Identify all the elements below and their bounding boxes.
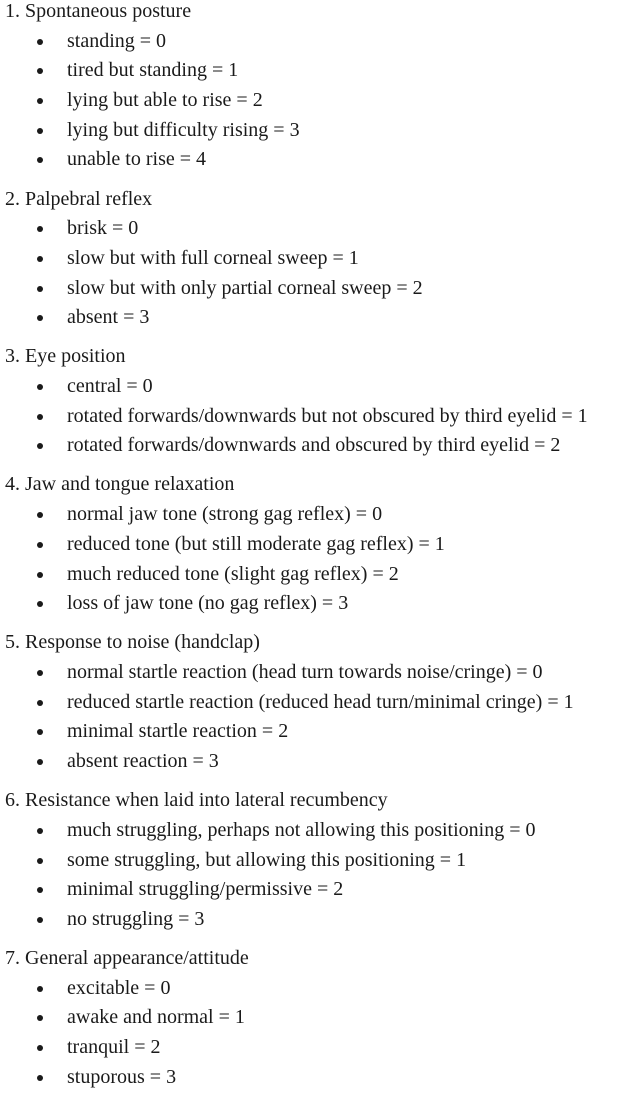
bullet-icon xyxy=(37,256,43,262)
list-item xyxy=(5,846,624,876)
score-list xyxy=(5,500,624,619)
item-text: much struggling, perhaps not allowing this positioning = 0 xyxy=(67,818,536,841)
item-text: brisk = 0 xyxy=(67,217,139,240)
score-list xyxy=(5,372,624,461)
score-section xyxy=(5,342,624,461)
list-item xyxy=(5,747,624,777)
bullet-icon xyxy=(37,157,43,163)
score-section xyxy=(5,944,624,1092)
item-text: absent = 3 xyxy=(67,306,150,329)
bullet-icon xyxy=(37,917,43,923)
bullet-icon xyxy=(37,128,43,134)
section-heading: 7. General appearance/attitude xyxy=(5,946,249,969)
bullet-icon xyxy=(37,670,43,676)
section-heading: 4. Jaw and tongue relaxation xyxy=(5,473,235,496)
bullet-icon xyxy=(37,1015,43,1021)
item-text: normal startle reaction (head turn towards noise/cringe) = 0 xyxy=(67,661,543,683)
item-text: slow but with only partial corneal sweep = 2 xyxy=(67,276,423,299)
bullet-icon xyxy=(37,286,43,292)
bullet-icon xyxy=(37,542,43,548)
list-item xyxy=(5,560,624,590)
section-heading: 1. Spontaneous posture xyxy=(5,0,192,22)
score-list xyxy=(5,974,624,1093)
list-item xyxy=(5,402,624,432)
list-item xyxy=(5,214,624,244)
item-text: minimal struggling/permissive = 2 xyxy=(67,878,344,901)
bullet-icon xyxy=(37,384,43,390)
item-text: normal jaw tone (strong gag reflex) = 0 xyxy=(67,503,383,526)
score-list xyxy=(5,816,624,935)
item-text: much reduced tone (slight gag reflex) = 2 xyxy=(67,562,399,585)
bullet-icon xyxy=(37,226,43,232)
bullet-icon xyxy=(37,39,43,45)
bullet-icon xyxy=(37,828,43,834)
list-item xyxy=(5,86,624,116)
score-section xyxy=(5,628,624,776)
list-item xyxy=(5,56,624,86)
list-item xyxy=(5,875,624,905)
item-text: excitable = 0 xyxy=(67,976,171,999)
bullet-icon xyxy=(37,759,43,765)
bullet-icon xyxy=(37,512,43,518)
score-section xyxy=(5,185,624,333)
list-item xyxy=(5,116,624,146)
score-section xyxy=(5,470,624,618)
bullet-icon xyxy=(37,858,43,864)
list-item xyxy=(5,530,624,560)
score-list xyxy=(5,214,624,333)
item-text: rotated forwards/downwards and obscured by third eyelid = 2 xyxy=(67,434,561,457)
list-item xyxy=(5,589,624,619)
section-heading: 5. Response to noise (handclap) xyxy=(5,631,260,654)
section-heading: 6. Resistance when laid into lateral recumbency xyxy=(5,789,388,812)
list-item xyxy=(5,274,624,304)
item-text: unable to rise = 4 xyxy=(67,148,207,171)
section-heading: 2. Palpebral reflex xyxy=(5,187,153,210)
list-item xyxy=(5,244,624,274)
list-item xyxy=(5,372,624,402)
item-text: stuporous = 3 xyxy=(67,1065,177,1088)
item-text: tired but standing = 1 xyxy=(67,59,239,82)
score-list xyxy=(5,658,624,777)
score-section xyxy=(5,786,624,934)
item-text: lying but difficulty rising = 3 xyxy=(67,118,300,141)
bullet-icon xyxy=(37,887,43,893)
item-text: lying but able to rise = 2 xyxy=(67,89,263,112)
item-text: awake and normal = 1 xyxy=(67,1006,245,1029)
bullet-icon xyxy=(37,315,43,321)
list-item xyxy=(5,658,624,688)
item-text: rotated forwards/downwards but not obscured by third eyelid = 1 xyxy=(67,404,588,427)
list-item xyxy=(5,1003,624,1033)
bullet-icon xyxy=(37,700,43,706)
item-text: loss of jaw tone (no gag reflex) = 3 xyxy=(67,592,349,615)
bullet-icon xyxy=(37,1075,43,1081)
item-text: slow but with full corneal sweep = 1 xyxy=(67,246,359,269)
score-section xyxy=(5,0,624,175)
list-item xyxy=(5,905,624,935)
item-text: absent reaction = 3 xyxy=(67,750,219,773)
item-text: some struggling, but allowing this positioning = 1 xyxy=(67,848,467,871)
list-item xyxy=(5,303,624,333)
item-text: central = 0 xyxy=(67,375,153,398)
bullet-icon xyxy=(37,986,43,992)
item-text: minimal startle reaction = 2 xyxy=(67,720,289,743)
item-text: standing = 0 xyxy=(67,29,167,52)
list-item xyxy=(5,431,624,461)
list-item xyxy=(5,688,624,718)
item-text: reduced tone (but still moderate gag reflex) = 1 xyxy=(67,532,445,555)
list-item xyxy=(5,27,624,57)
bullet-icon xyxy=(37,729,43,735)
list-item xyxy=(5,145,624,175)
item-text: tranquil = 2 xyxy=(67,1036,161,1059)
list-item xyxy=(5,717,624,747)
bullet-icon xyxy=(37,601,43,607)
list-item xyxy=(5,974,624,1004)
bullet-icon xyxy=(37,443,43,449)
item-text: no struggling = 3 xyxy=(67,907,205,930)
list-item xyxy=(5,1063,624,1093)
bullet-icon xyxy=(37,414,43,420)
score-list xyxy=(5,27,624,175)
bullet-icon xyxy=(37,572,43,578)
list-item xyxy=(5,500,624,530)
bullet-icon xyxy=(37,98,43,104)
section-heading: 3. Eye position xyxy=(5,345,126,368)
bullet-icon xyxy=(37,68,43,74)
bullet-icon xyxy=(37,1045,43,1051)
list-item xyxy=(5,1033,624,1063)
item-text: reduced startle reaction (reduced head turn/minimal cringe) = 1 xyxy=(67,690,574,713)
list-item xyxy=(5,816,624,846)
